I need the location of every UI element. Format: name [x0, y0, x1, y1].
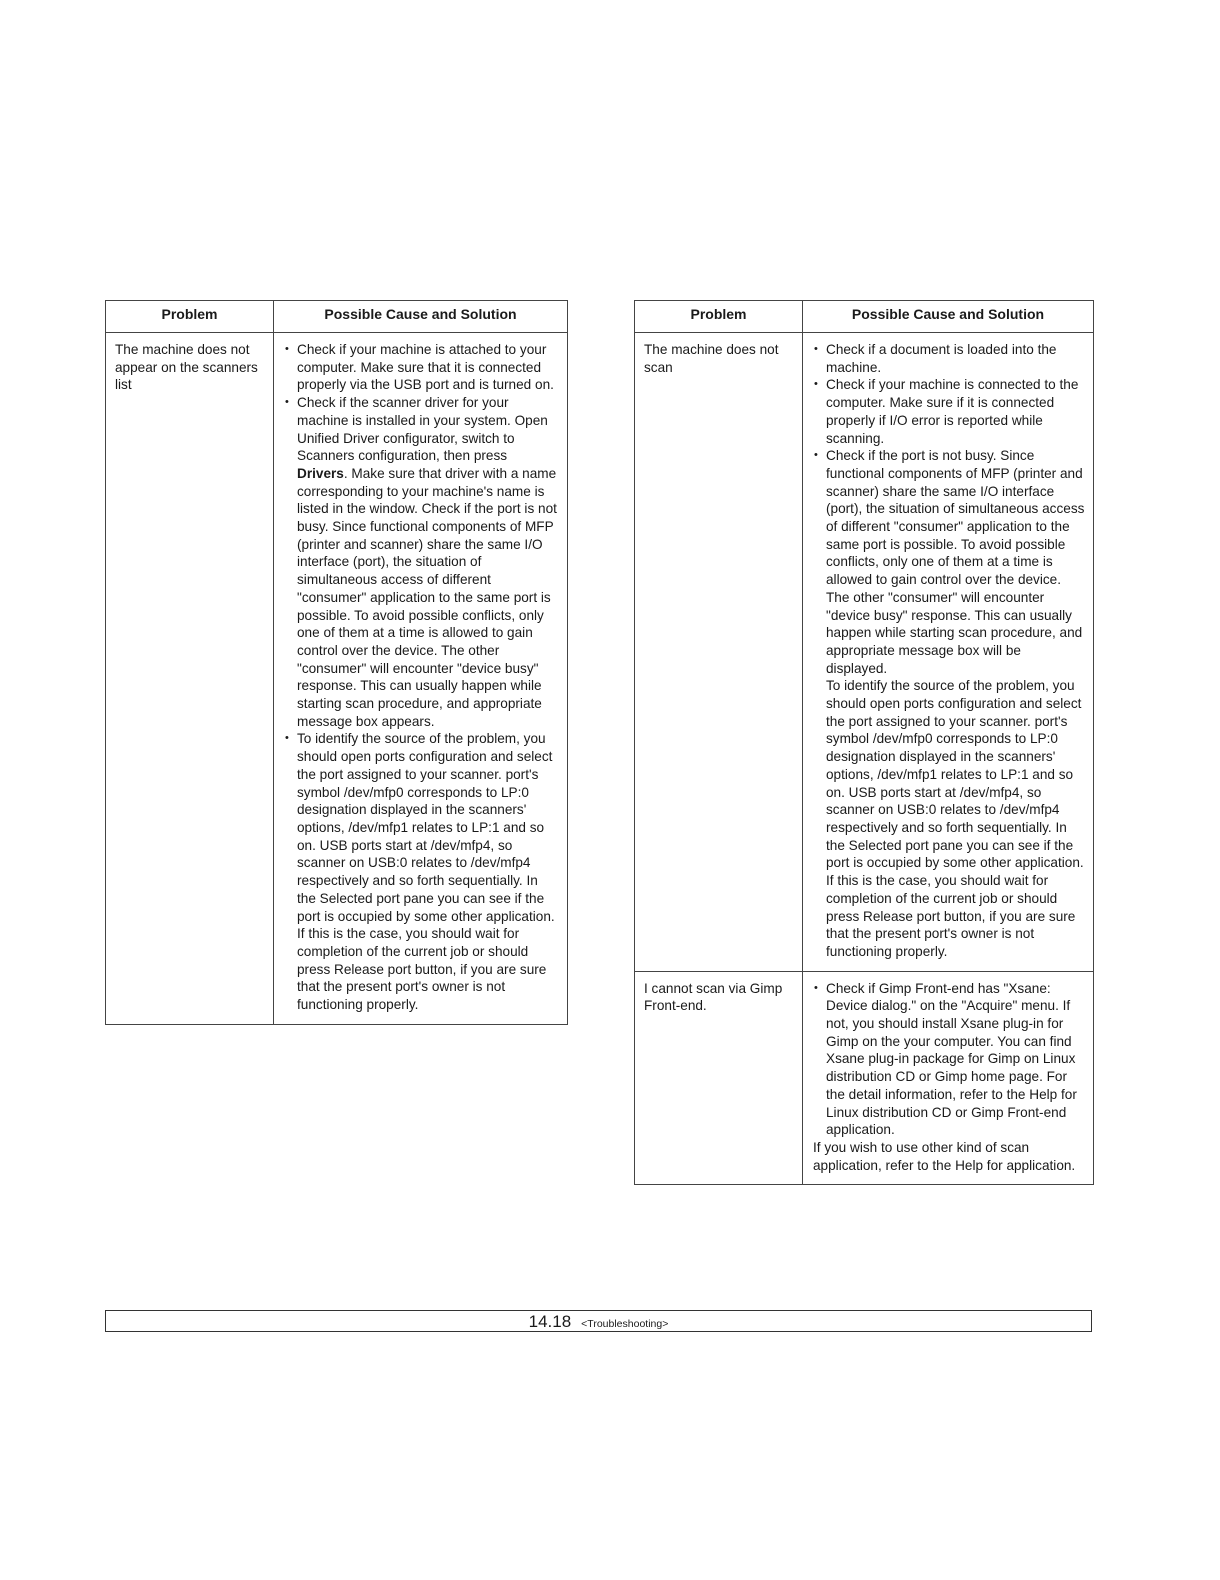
solution-text: Check if a document is loaded into the machine.: [826, 342, 1057, 375]
solution-cell: [274, 333, 568, 1025]
section-label: <Troubleshooting>: [581, 1318, 669, 1330]
list-item: [813, 980, 1085, 1139]
problem-cell: The machine does not appear on the scanners list: [106, 333, 274, 1025]
solution-cell: [803, 971, 1094, 1185]
problem-cell: The machine does not scan: [635, 333, 803, 972]
solution-list: [813, 341, 1085, 677]
page-footer: [105, 1310, 1092, 1332]
bold-term: Drivers: [297, 465, 344, 481]
page-number: 14.18: [528, 1312, 572, 1331]
list-item: [813, 376, 1085, 447]
solution-text: Check if your machine is attached to your computer. Make sure that it is connected properly via the USB port and is turned on.: [297, 342, 554, 393]
solution-cell: [803, 333, 1094, 972]
solution-list: [813, 980, 1085, 1139]
header-problem: Problem: [635, 301, 803, 333]
table-header-row: [106, 301, 568, 333]
solution-text: Check if the port is not busy. Since functional components of MFP (printer and scanner) share the same I/O interface (port), the situation of simultaneous access of different "consumer" application to the same port is possible. To avoid possible conflicts, only one of them at a time is allowed to gain control over the device. The other "consumer" will encounter "device busy" response. This can usually happen while starting scan procedure, and appropriate message box will be displayed.: [826, 448, 1085, 676]
solution-paragraph: [813, 1139, 1085, 1174]
list-item: [813, 341, 1085, 376]
header-problem: Problem: [106, 301, 274, 333]
table-row: [635, 971, 1094, 1185]
solution-text: To identify the source of the problem, you should open ports configuration and select the port assigned to your scanner. port's symbol /dev/mfp0 corresponds to LP:0 designation displayed in the scanners' options, /dev/mfp1 relates to LP:1 and so on. USB ports start at /dev/mfp4, so scanner on USB:0 relates to /dev/mfp4 respectively and so forth sequentially. In the Selected port pane you can see if the port is occupied by some other application. If this is the case, you should wait for completion of the current job or should press Release port button, if you are sure that the present port's owner is not functioning properly.: [826, 678, 1084, 959]
header-solution: Possible Cause and Solution: [274, 301, 568, 333]
table-row: [106, 333, 568, 1025]
solution-text: Check if the scanner driver for your machine is installed in your system. Open Unified Driver configurator, switch to Scanners configuration, then press: [297, 395, 548, 464]
header-solution: Possible Cause and Solution: [803, 301, 1094, 333]
solution-text: If you wish to use other kind of scan application, refer to the Help for application.: [813, 1139, 1076, 1173]
troubleshooting-table-left: [105, 300, 568, 1025]
solution-text: . Make sure that driver with a name corresponding to your machine's name is listed in the window. Check if the port is not busy. Since functional components of MFP (printer and scanner) share the same I/O interface (port), the situation of simultaneous access of different "consumer" application to the same port is possible. To avoid possible conflicts, only one of them at a time is allowed to gain control over the device. The other "consumer" will encounter "device busy" response. This can usually happen while starting scan procedure, and appropriate message box appears.: [297, 465, 557, 729]
list-item: [284, 730, 559, 1013]
solution-paragraph: [813, 677, 1085, 960]
solution-list: [284, 341, 559, 1014]
solution-text: Check if Gimp Front-end has "Xsane: Device dialog." on the "Acquire" menu. If not, you should install Xsane plug-in for Gimp on the your computer. You can find Xsane plug-in package for Gimp on Linux distribution CD or Gimp home page. For the detail information, refer to the Help for Linux distribution CD or Gimp Front-end application.: [826, 980, 1077, 1138]
list-item: [284, 341, 559, 394]
troubleshooting-table-right: [634, 300, 1094, 1185]
solution-text: To identify the source of the problem, you should open ports configuration and select the port assigned to your scanner. port's symbol /dev/mfp0 corresponds to LP:0 designation displayed in the scanners' options, /dev/mfp1 relates to LP:1 and so on. USB ports start at /dev/mfp4, so scanner on USB:0 relates to /dev/mfp4 respectively and so forth sequentially. In the Selected port pane you can see if the port is occupied by some other application. If this is the case, you should wait for completion of the current job or should press Release port button, if you are sure that the present port's owner is not functioning properly.: [297, 731, 555, 1013]
list-item: [284, 394, 559, 730]
table-row: [635, 333, 1094, 972]
solution-text: Check if your machine is connected to the computer. Make sure if it is connected properly if I/O error is reported while scanning.: [826, 377, 1079, 446]
list-item: [813, 447, 1085, 677]
problem-cell: I cannot scan via Gimp Front-end.: [635, 971, 803, 1185]
table-header-row: [635, 301, 1094, 333]
